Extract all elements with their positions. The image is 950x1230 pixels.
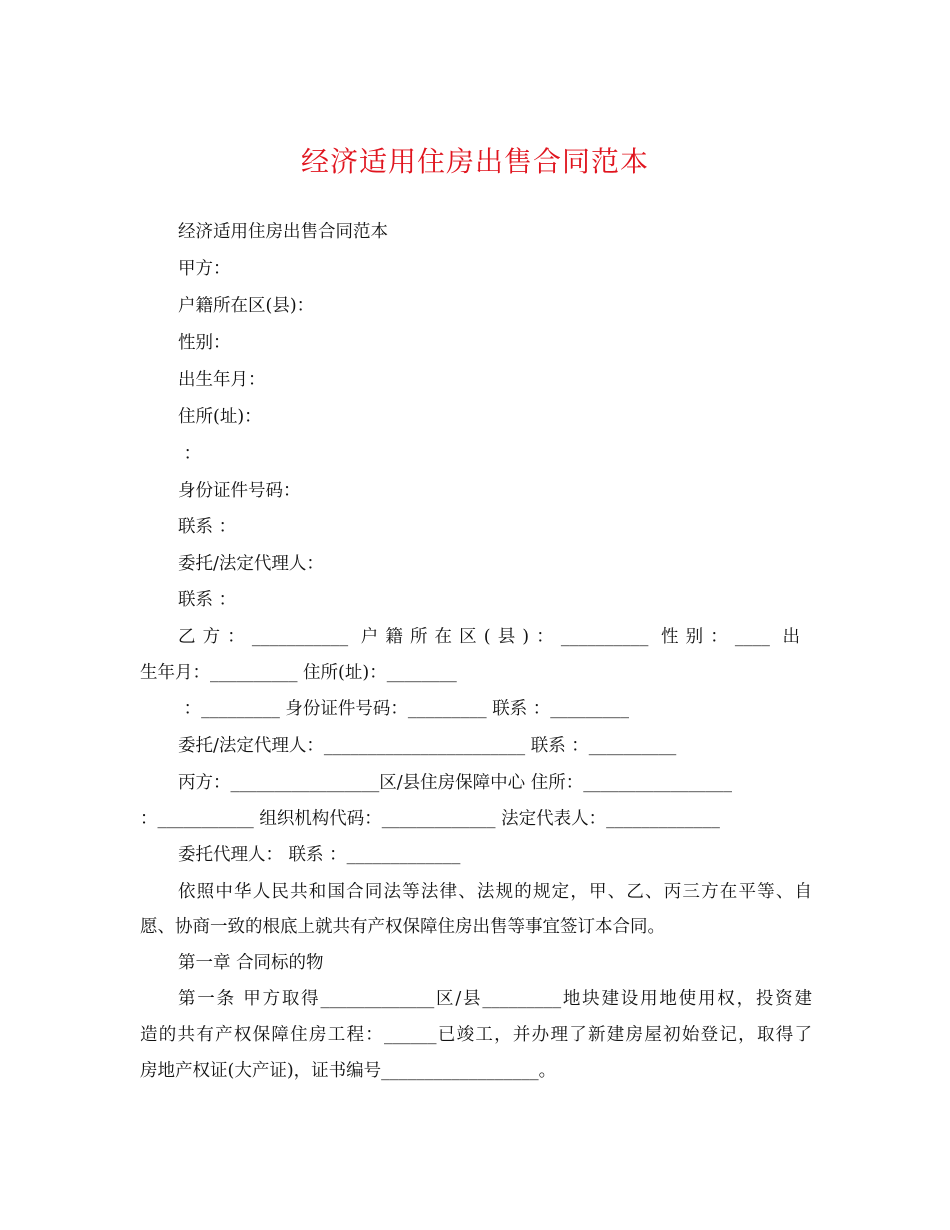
subtitle-line: 经济适用住房出售合同范本 [178,222,388,242]
party-b-line-3: ：_________ 身份证件号码：_________ 联系 ：_________ [178,699,630,719]
party-a-household-district: 户籍所在区(县)： [178,296,315,316]
party-a-blank-field: ： [178,444,202,464]
party-a-gender: 性别： [178,333,231,353]
party-a-address: 住所(址)： [178,407,262,427]
party-a-agent: 委托/法定代理人： [178,554,324,574]
party-a-id-number: 身份证件号码： [178,481,301,501]
preamble-line-1: 依照中华人民共和国合同法等法律、法规的规定，甲、乙、丙三方在平等、自 [178,882,812,902]
preamble-line-2: 愿、协商一致的根底上就共有产权保障住房出售等事宜签订本合同。 [140,917,665,937]
article-1-line-3: 房地产权证(大产证)，证书编号__________________。 [140,1061,557,1081]
party-b-agent: 委托/法定代理人：_______________________ 联系 ：__________ [178,736,677,756]
article-1-line-1: 第一条 甲方取得_____________区/县_________地块建设用地使用权，投资建 [178,989,812,1009]
party-b-line-1: 乙方：___________ 户籍所在区(县)：__________ 性别：____ 出 [178,627,800,647]
document-title: 经济适用住房出售合同范本 [300,145,649,178]
party-a-label: 甲方： [178,259,231,279]
party-a-birth-date: 出生年月： [178,370,266,390]
party-c-line-1: 丙方：_________________区/县住房保障中心 住所：_________________ [178,773,732,793]
party-c-agent-contact: 委托代理人： 联系 ：_____________ [178,845,461,865]
party-a-agent-contact: 联系 ： [178,590,237,610]
party-c-line-2: ：___________ 组织机构代码：_____________ 法定代表人：_____________ [140,809,720,829]
party-a-contact: 联系 ： [178,517,237,537]
chapter-1-heading: 第一章 合同标的物 [178,953,324,973]
article-1-line-2: 造的共有产权保障住房工程：______已竣工，并办理了新建房屋初始登记，取得了 [140,1025,812,1045]
party-b-line-2: 生年月：__________ 住所(址)：________ [140,663,457,683]
